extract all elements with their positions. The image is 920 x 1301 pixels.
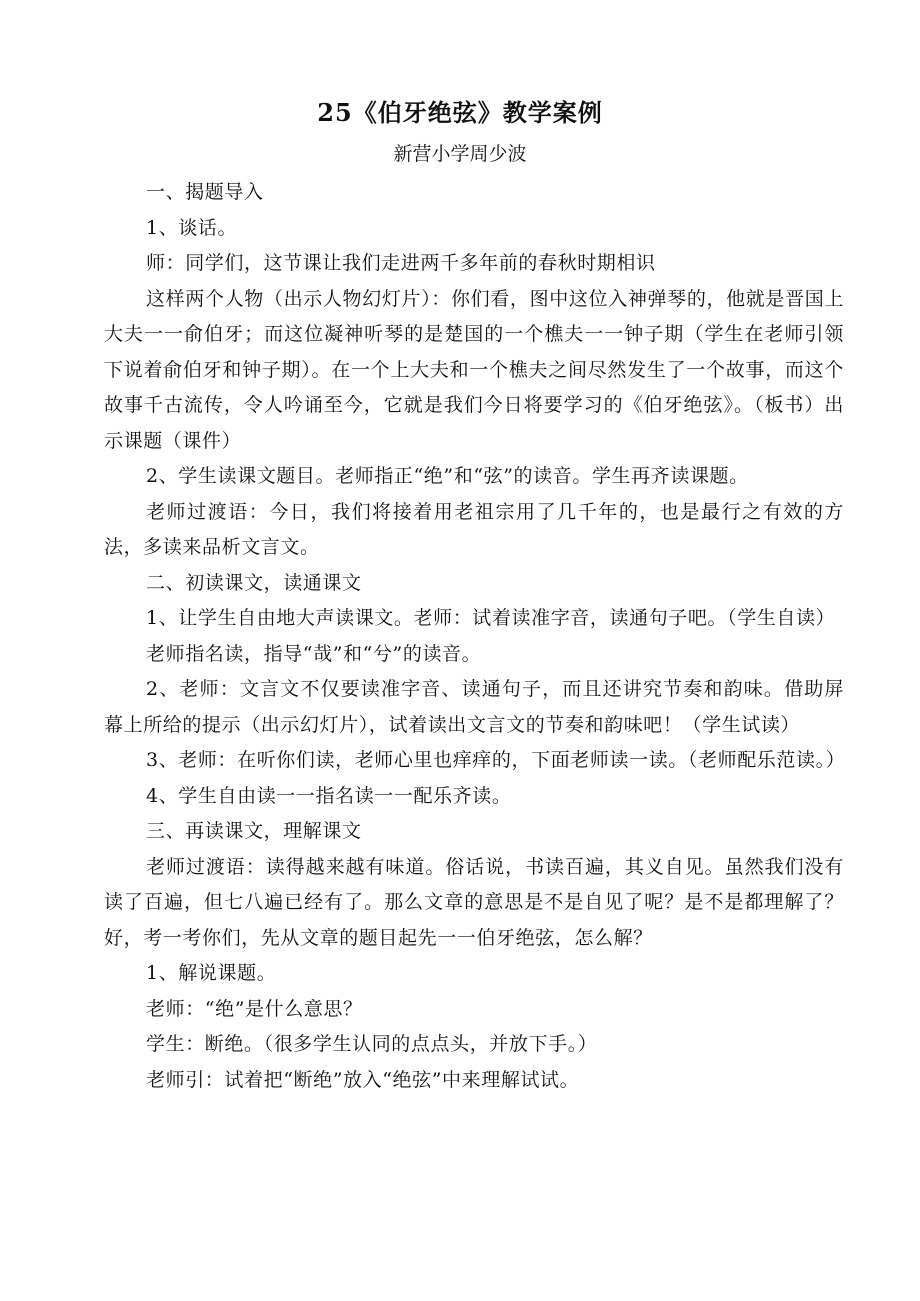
paragraph: 老师引：试着把“断绝”放入“绝弦”中来理解试试。 (146, 1068, 580, 1091)
section-heading-first-reading: 二、初读课文，读通课文 (146, 571, 362, 594)
section-heading-intro: 一、揭题导入 (146, 181, 264, 203)
paragraph: 4、学生自由读一一指名读一一配乐齐读。 (146, 784, 512, 807)
document-author: 新营小学周少波 (393, 143, 527, 165)
paragraph: 2、老师：文言文不仅要读准字音、读通句子，而且还讲究节奏和韵味。借助屏幕上所给的提示（出示幻灯片），试着读出文言文的节奏和韵味吧！（学生试读） (104, 678, 844, 736)
paragraph: 老师：“绝”是什么意思？ (146, 997, 363, 1020)
paragraph: 3、老师：在听你们读，老师心里也痒痒的，下面老师读一读。（老师配乐范读。） (146, 749, 846, 771)
paragraph: 师：同学们，这节课让我们走进两千多年前的春秋时期相识 (146, 252, 656, 274)
document-title: 25《伯牙绝弦》教学案例 (317, 98, 603, 127)
paragraph: 1、解说课题。 (146, 962, 277, 984)
paragraph: 1、谈话。 (146, 216, 238, 239)
paragraph: 1、让学生自由地大声读课文。老师：试着读准字音，读通句子吧。（学生自读） (146, 607, 836, 629)
paragraph: 2、学生读课文题目。老师指正“绝”和“弦”的读音。学生再齐读课题。 (146, 465, 749, 487)
document-body (104, 175, 844, 1098)
paragraph: 这样两个人物（出示人物幻灯片）：你们看，图中这位入神弹琴的，他就是晋国上大夫一一俞伯牙；而这位凝神听琴的是楚国的一个樵夫一一钟子期（学生在老师引领下说着俞伯牙和钟子期）。在一个上大夫和一个樵夫之间尽然发生了一个故事，而这个故事千古流传，令人吟诵至今，它就是我们今日将要学习的《伯牙绝弦》。（板书）出示课题（课件） (104, 287, 844, 452)
paragraph: 老师过渡语：今日，我们将接着用老祖宗用了几千年的，也是最行之有效的方法，多读来品析文言文。 (104, 500, 844, 558)
paragraph: 老师过渡语：读得越来越有味道。俗话说，书读百遍，其义自见。虽然我们没有读了百遍，但七八遍已经有了。那么文章的意思是不是自见了呢？是不是都理解了？好，考一考你们，先从文章的题目起先一一伯牙绝弦，怎么解？ (104, 855, 844, 949)
paragraph: 学生：断绝。（很多学生认同的点点头，并放下手。） (146, 1033, 598, 1055)
paragraph: 老师指名读，指导“哉”和“兮”的读音。 (146, 642, 482, 665)
section-heading-rereading: 三、再读课文，理解课文 (146, 820, 362, 842)
